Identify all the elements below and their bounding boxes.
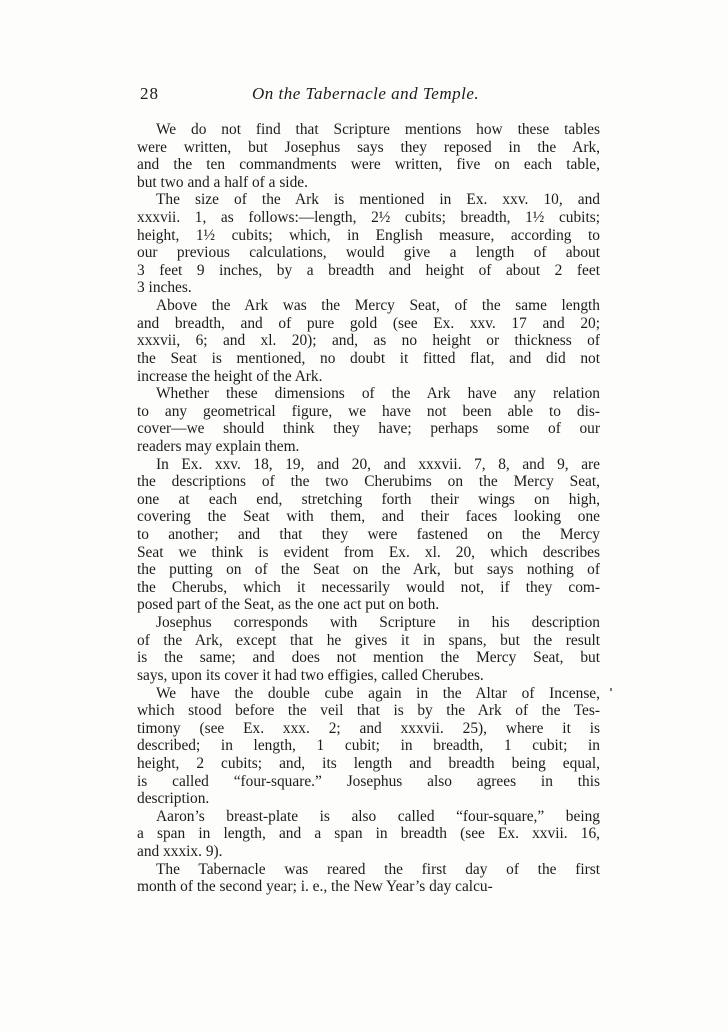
text-line: of the Ark, except that he gives it in spans, but the result — [137, 631, 600, 649]
text-line: readers may explain them. — [137, 437, 300, 455]
text-line: says, upon its cover it had two effigies, called Cherubes. — [137, 666, 484, 684]
text-line: We have the double cube again in the Altar of Incense, — [156, 684, 600, 702]
margin-mark — [610, 688, 612, 691]
paragraph — [137, 808, 600, 861]
text-line: but two and a half of a side. — [137, 173, 308, 191]
paragraph — [137, 297, 600, 385]
text-line: and the ten commandments were written, five on each table, — [137, 156, 600, 174]
text-line: Whether these dimensions of the Ark have any relation — [156, 385, 600, 403]
text-line: were written, but Josephus says they reposed in the Ark, — [137, 138, 600, 156]
text-line: month of the second year; i. e., the New Year’s day calcu- — [137, 878, 493, 896]
page-number: 28 — [140, 84, 159, 103]
text-line: 3 feet 9 inches, by a breadth and height of about 2 feet — [137, 261, 600, 279]
text-line: the Cherubs, which it necessarily would not, if they com- — [137, 578, 600, 596]
text-line: covering the Seat with them, and their faces looking one — [137, 508, 600, 526]
running-head — [140, 84, 600, 108]
paragraph — [137, 456, 600, 614]
paragraph — [137, 861, 600, 896]
text-line: timony (see Ex. xxx. 2; and xxxvii. 25), where it is — [137, 719, 600, 737]
text-line: posed part of the Seat, as the one act put on both. — [137, 596, 440, 614]
body-text — [137, 121, 600, 896]
text-line: xxxvii. 1, as follows:—length, 2½ cubits; breadth, 1½ cubits; — [137, 209, 600, 227]
text-line: 3 inches. — [137, 279, 192, 297]
paragraph — [137, 614, 600, 684]
text-line: the putting on of the Seat on the Ark, but says nothing of — [137, 561, 600, 579]
text-line: one at each end, stretching forth their wings on high, — [137, 490, 600, 508]
text-line: is called “four-square.” Josephus also agrees in this — [137, 772, 600, 790]
text-line: Seat we think is evident from Ex. xl. 20, which describes — [137, 543, 600, 561]
text-line: cover—we should think they have; perhaps some of our — [137, 420, 600, 438]
text-line: xxxvii, 6; and xl. 20); and, as no height or thickness of — [137, 332, 600, 350]
text-line: The Tabernacle was reared the first day of the first — [156, 860, 600, 878]
text-line: the Seat is mentioned, no doubt it fitted flat, and did not — [137, 349, 600, 367]
text-line: and xxxix. 9). — [137, 842, 223, 860]
text-line: to another; and that they were fastened on the Mercy — [137, 526, 600, 544]
text-line: Above the Ark was the Mercy Seat, of the same length — [156, 297, 600, 315]
text-line: a span in length, and a span in breadth (see Ex. xxvii. 16, — [137, 825, 600, 843]
text-line: our previous calculations, would give a length of about — [137, 244, 600, 262]
text-line: height, 2 cubits; and, its length and breadth being equal, — [137, 754, 600, 772]
paragraph — [137, 191, 600, 297]
running-title: On the Tabernacle and Temple. — [252, 84, 480, 103]
text-line: height, 1½ cubits; which, in English measure, according to — [137, 226, 600, 244]
text-line: described; in length, 1 cubit; in breadth, 1 cubit; in — [137, 737, 600, 755]
paragraph — [137, 685, 600, 808]
text-line: and breadth, and of pure gold (see Ex. xxv. 17 and 20; — [137, 314, 600, 332]
text-line: The size of the Ark is mentioned in Ex. xxv. 10, and — [156, 191, 600, 209]
text-line: is the same; and does not mention the Mercy Seat, but — [137, 649, 600, 667]
text-line: Aaron’s breast-plate is also called “four-square,” being — [156, 807, 600, 825]
text-line: In Ex. xxv. 18, 19, and 20, and xxxvii. 7, 8, and 9, are — [156, 455, 600, 473]
text-line: We do not find that Scripture mentions how these tables — [156, 121, 600, 138]
text-line: description. — [137, 790, 210, 808]
text-line: increase the height of the Ark. — [137, 367, 323, 385]
text-line: Josephus corresponds with Scripture in his description — [156, 614, 600, 632]
text-line: the descriptions of the two Cherubims on the Mercy Seat, — [137, 473, 600, 491]
paragraph — [137, 121, 600, 191]
text-line: to any geometrical figure, we have not been able to dis- — [137, 402, 600, 420]
text-line: which stood before the veil that is by the Ark of the Tes- — [137, 702, 600, 720]
paragraph — [137, 385, 600, 455]
